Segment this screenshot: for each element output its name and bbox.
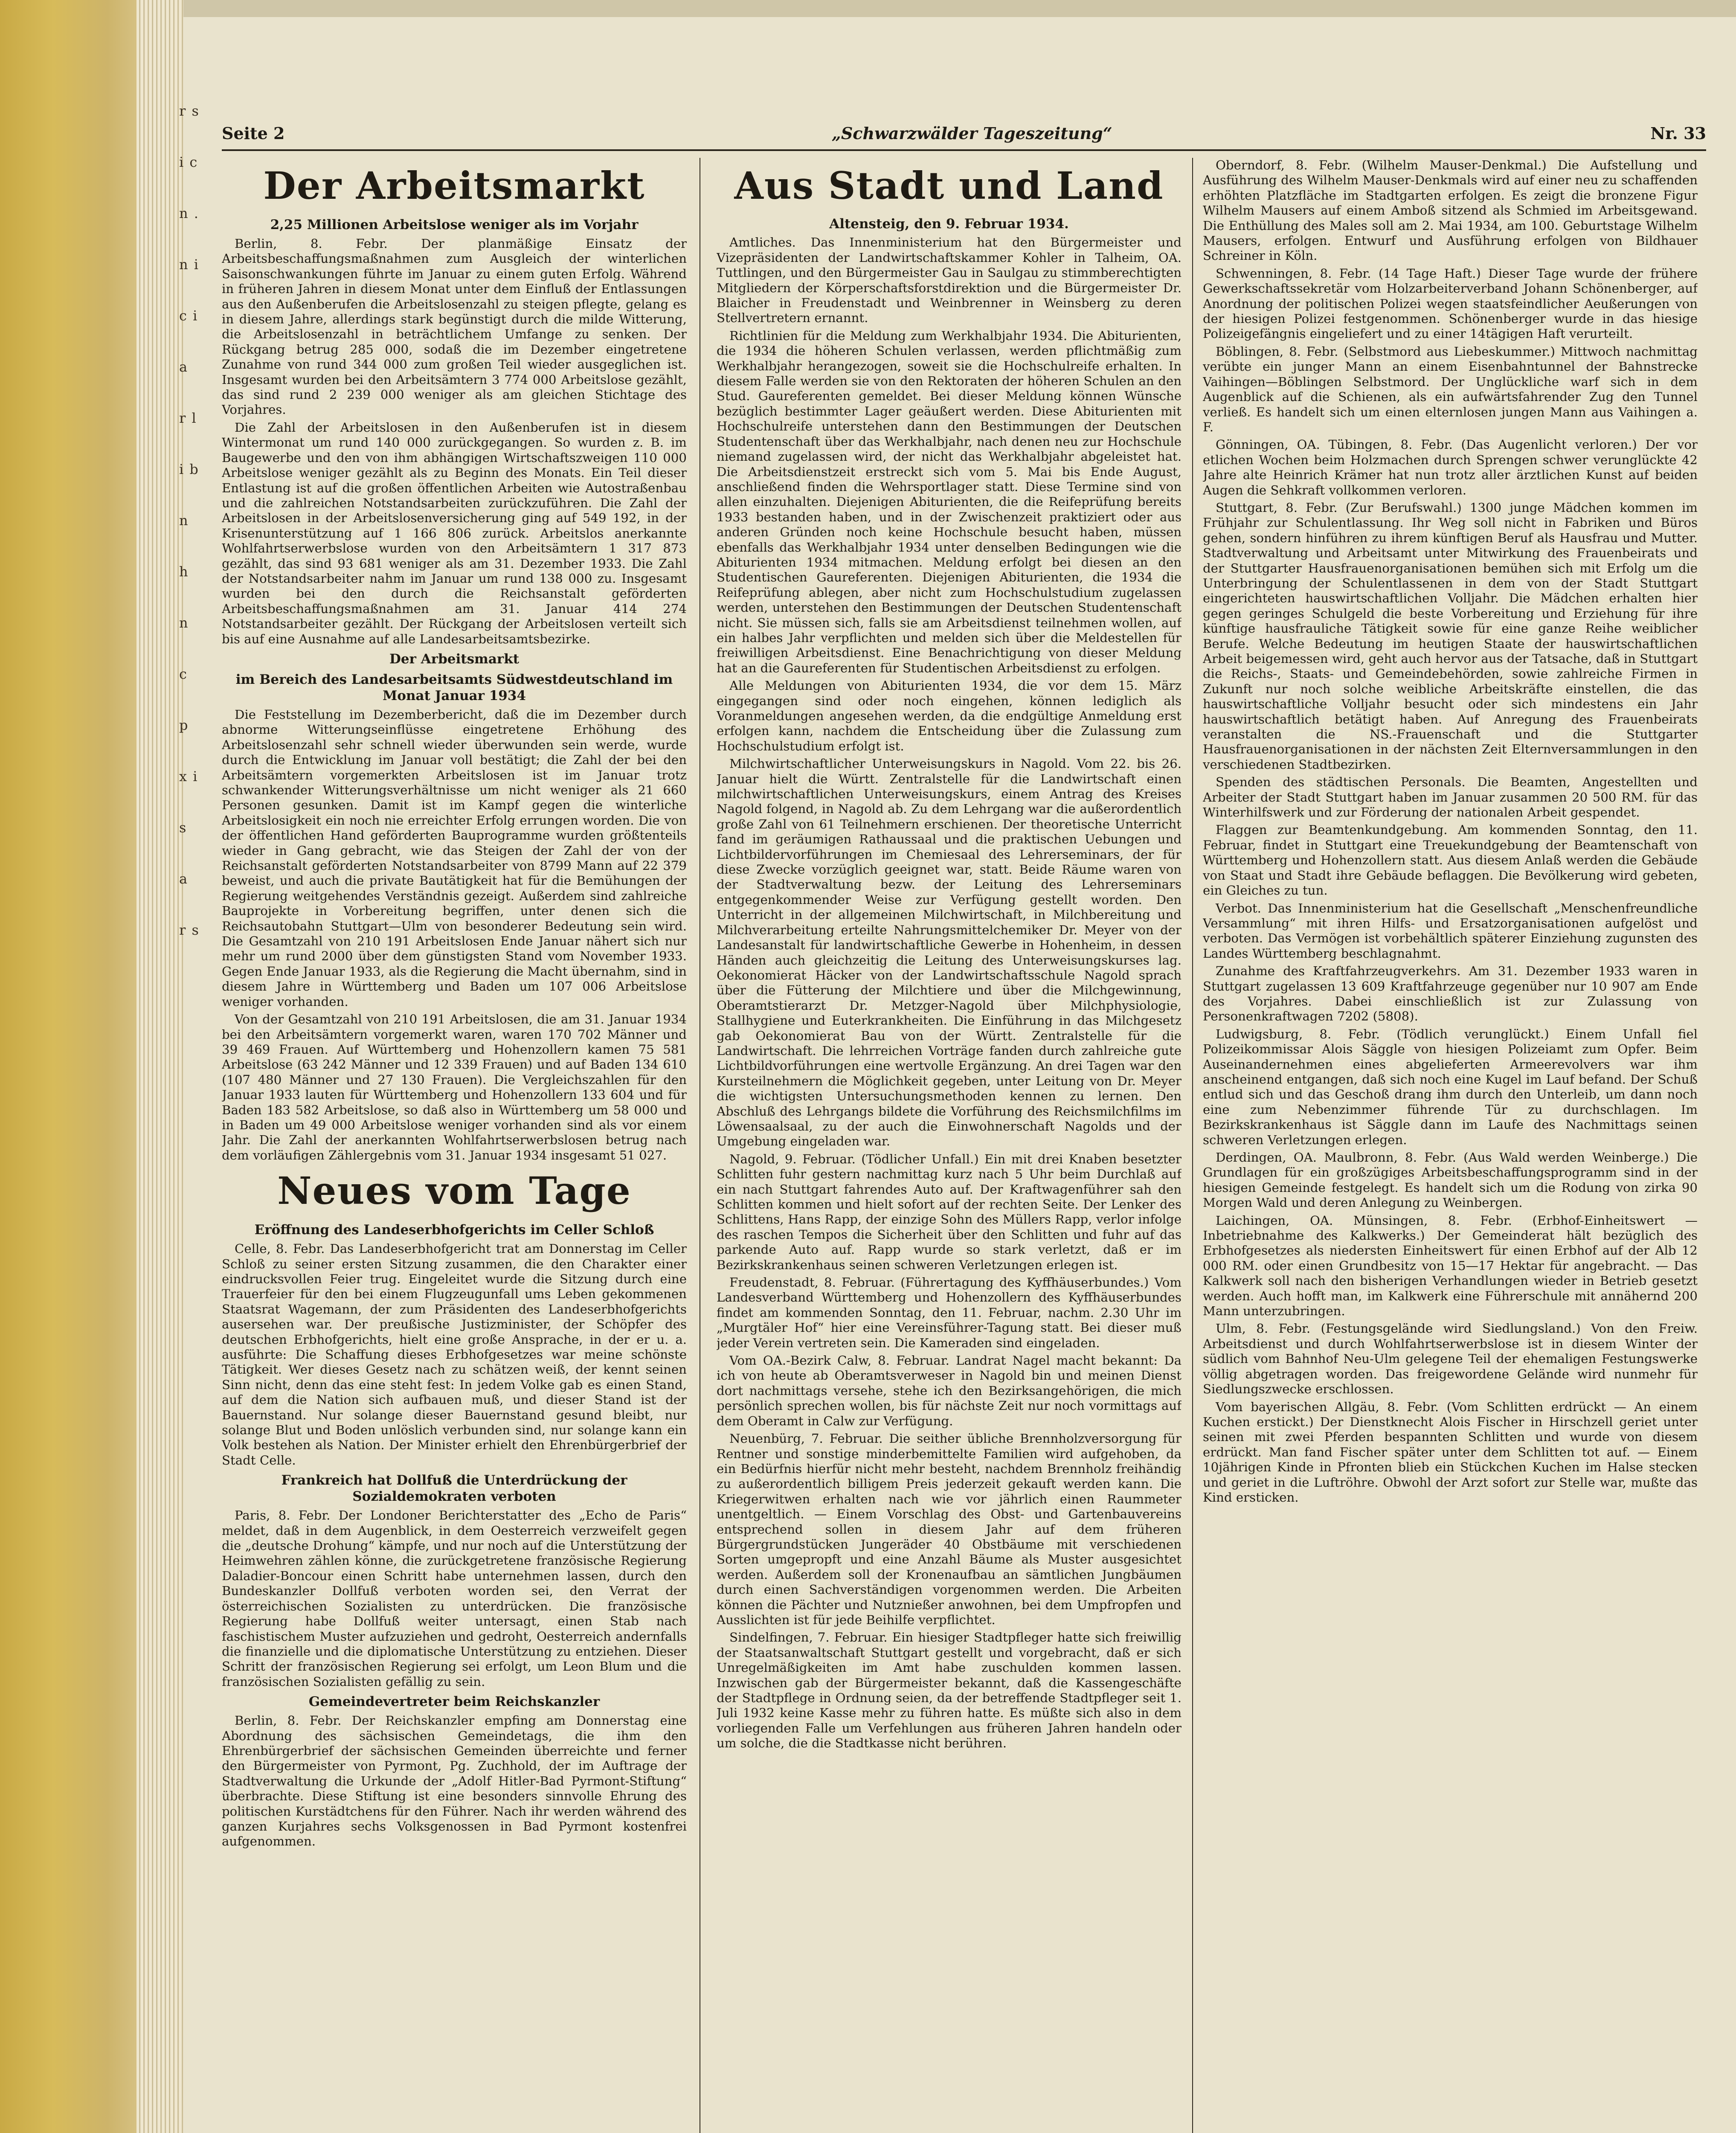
article-paragraph: Von der Gesamtzahl von 210 191 Arbeitslosen, die am 31. Januar 1934 bei den Arbeitsämtern vorgemerkt waren, waren 170 702 Männer und 39 469 Frauen. Auf Württemberg und Hohenzollern kamen 75 581 Arbeitslose (63 242 Männer und 12 339 Frauen) und auf Baden 134 610 (107 480 Männer und 27 130 Frauen). Die Vergleichszahlen für den Januar 1933 lauten für Württemberg und Hohenzollern 133 604 und für Baden 183 582 Arbeitslose, so daß also in Württemberg um 58 000 und in Baden um 49 000 Arbeitslose weniger vorhanden sind als vor einem Jahr. Die Zahl der anerkannten Wohlfahrtserwerbslosen betrug nach dem vorläufigen Zählergebnis vom 31. Januar 1934 insgesamt 51 027. xyxy=(222,1012,687,1162)
article-subhead: Der Arbeitsmarkt xyxy=(389,651,520,667)
article-paragraph: Milchwirtschaftlicher Unterweisungskurs in Nagold. Vom 22. bis 26. Januar hielt die Württ. Zentralstelle für die Landwirtschaft einen milchwirtschaftlichen Unterweisungskurs, einem Antrag des Kreises Nagold folgend, in Nagold ab. Zu dem Lehrgang war die außerordentlich große Zahl von 61 Teilnehmern erschienen. Der theoretische Unterricht fand im geräumigen Rathaussaal und die praktischen Uebungen und Lichtbildervorführungen im Chemiesaal des Lehrerseminars, der für diese Zwecke vorzüglich geeignet war, statt. Beide Räume waren von der Stadtverwaltung bezw. der Leitung des Lehrerseminars entgegenkommender Weise zur Verfügung gestellt worden. Den Unterricht in der allgemeinen Milchwirtschaft, in Milchbereitung und Milchverarbeitung erteilte Nahrungsmittelchemiker Dr. Meyer von der Landesanstalt für landwirtschaftliche Gewerbe in Hohenheim, in dessen Händen auch gleichzeitig die Leitung des Unterweisungskurses lag. Oekonomierat Häcker von der Landwirtschaftsschule Nagold sprach über die Fütterung der Milchtiere und über die Milchgewinnung, Oberamtstierarzt Dr. Metzger-Nagold über Milchphysiologie, Stallhygiene und Euterkrankheiten. Die Einführung in das Milchgesetz gab Oekonomierat Bau von der Württ. Zentralstelle für die Landwirtschaft. Die lehrreichen Vorträge fanden durch zahlreiche gute Lichtbildvorführungen eine wertvolle Ergänzung. An drei Tagen war den Kursteilnehmern die Möglichkeit gegeben, unter Leitung von Dr. Meyer die wichtigsten Untersuchungsmethoden kennen zu lernen. Den Abschluß des Lehrgangs bildete die Vorführung des Reichsmilchfilms im Löwensaalsaal, zu der auch die Einwohnerschaft Nagolds und der Umgebung eingeladen war. xyxy=(717,756,1182,1149)
article-paragraph: Gönningen, OA. Tübingen, 8. Febr. (Das Augenlicht verloren.) Der vor etlichen Wochen beim Holzmachen durch Sprengen schwer verunglückte 42 Jahre alte Heinrich Krämer hat nun trotz aller ärztlichen Kunst auf beiden Augen die Sehkraft vollkommen verloren. xyxy=(1203,437,1698,497)
article-paragraph: Laichingen, OA. Münsingen, 8. Febr. (Erbhof-Einheitswert — Inbetriebnahme des Kalkwerks.) Der Gemeinderat hält bezüglich des Erbhofgesetzes als niedersten Einheitswert für einen Erbhof auf der Alb 12 000 RM. oder einen Grundbesitz von 15—17 Hektar für angebracht. — Das Kalkwerk soll nach den bisherigen Verhandlungen wieder in Betrieb gesetzt werden. Auch hofft man, im Kalkwerk eine Führerschule mit annähernd 200 Mann unterzubringen. xyxy=(1203,1213,1698,1319)
article-subhead: Frankreich hat Dollfuß die Unterdrückung der Sozialdemokraten verboten xyxy=(281,1473,627,1505)
column-divider xyxy=(1192,158,1193,2133)
article-paragraph: Ulm, 8. Febr. (Festungsgelände wird Siedlungsland.) Von den Freiw. Arbeitsdienst und durch Wohlfahrtserwerbslose ist in diesem Winter der südlich vom Bahnhof Neu-Ulm gelegene Teil der ehemaligen Festungswerke völlig abgetragen worden. Das freigewordene Gelände wird nunmehr für Siedlungszwecke erschlossen. xyxy=(1203,1321,1698,1397)
article-paragraph: Vom bayerischen Allgäu, 8. Febr. (Vom Schlitten erdrückt — An einem Kuchen erstickt.) Der Dienstknecht Alois Fischer in Hirschzell geriet unter seinen mit zwei Pferden bespannten Schlitten und wurde von diesem erdrückt. Man fand Fischer später unter dem Schlitten tot auf. — Einem 10jährigen Kinde in Pfronten blieb ein Stückchen Kuchen im Halse stecken und geriet in die Luftröhre. Obwohl der Arzt sofort zur Stelle war, mußte das Kind ersticken. xyxy=(1203,1399,1698,1505)
article-paragraph: Paris, 8. Febr. Der Londoner Berichterstatter des „Echo de Paris“ meldet, daß in dem Augenblick, in dem Oesterreich verzweifelt gegen die „deutsche Drohung“ kämpfe, und nur noch auf die Unterstützung der Heimwehren zählen könne, die zurückgetretene französische Regierung Daladier-Boncour einen Schritt habe unternehmen lassen, durch den Bundeskanzler Dollfuß verboten worden sei, den Verrat der österreichischen Sozialisten zu unterdrücken. Die französische Regierung habe Dollfuß weiter untersagt, einen Stab nach faschistischem Muster aufzuziehen und gedroht, Oesterreich andernfalls die finanzielle und die diplomatische Unterstützung zu entziehen. Dieser Schritt der französischen Regierung sei erfolgt, um Leon Blum und die französischen Sozialisten gefällig zu sein. xyxy=(222,1508,687,1689)
article-paragraph: Vom OA.-Bezirk Calw, 8. Februar. Landrat Nagel macht bekannt: Da ich von heute ab Oberamtsverweser in Nagold bin und meinen Dienst dort nachmittags versehe, stehe ich den Bezirksangehörigen, die mich persönlich sprechen wollen, bis für nächste Zeit nur noch vormittags auf dem Oberamt in Calw zur Verfügung. xyxy=(717,1353,1182,1428)
issue-number: Nr. 33 xyxy=(1650,124,1706,143)
margin-marks: r s i c n . n i c i a r l i b n h n c p x i s a r s xyxy=(179,103,200,938)
article-paragraph: Verbot. Das Innenministerium hat die Gesellschaft „Menschenfreundliche Versammlung“ mit ihren Hilfs- und Ersatzorganisationen aufgelöst und verboten. Das Vermögen ist vorbehältlich späterer Einziehung zugunsten des Landes Württemberg beschlagnahmt. xyxy=(1203,901,1698,961)
article-paragraph: Böblingen, 8. Febr. (Selbstmord aus Liebeskummer.) Mittwoch nachmittag verübte ein junger Mann an einem Eisenbahntunnel der Bahnstrecke Vaihingen—Böblingen Selbstmord. Der Unglückliche warf sich in dem Augenblick auf die Schienen, als ein aufwärtsfahrender Zug den Tunnel verließ. Es handelt sich um einen elternlosen jungen Mann aus Vaihingen a. F. xyxy=(1203,344,1698,434)
article-paragraph: Alle Meldungen von Abiturienten 1934, die vor dem 15. März eingegangen sind oder noch eingehen, können lediglich als Voranmeldungen angesehen werden, da die endgültige Anmeldung erst erfolgen kann, nachdem die Entscheidung über die Zulassung zum Hochschulstudium erfolgt ist. xyxy=(717,678,1182,753)
article-subhead: Eröffnung des Landeserbhofgerichts im Celler Schloß xyxy=(254,1222,654,1238)
article-paragraph: Die Feststellung im Dezemberbericht, daß die im Dezember durch abnorme Witterungseinflüsse eingetretene Erhöhung des Arbeitslosenzahl sehr schnell wieder überwunden sein werde, wurde durch die Entwicklung im Januar voll bestätigt; die Zahl der bei den Arbeitsämtern vorgemerkten Arbeitslosen ist im Januar trotz schwankender Witterungsverhältnisse um nicht weniger als 21 660 Personen gesunken. Damit ist im Kampf gegen die winterliche Arbeitslosigkeit ein noch nie erreichter Erfolg errungen worden. Die von der öffentlichen Hand geförderten Bauprogramme wurden größtenteils wieder in Gang gebracht, wie das Steigen der Zahl der von der Reichsanstalt geförderten Notstandsarbeiter von 8799 Mann auf 22 379 beweist, und auch die private Bautätigkeit hat für die Bemühungen der Regierung weitgehendes Verständnis gezeigt. Außerdem sind zahlreiche Bauprojekte in Vorbereitung begriffen, unter denen sich die Reichsautobahn Stuttgart—Ulm von besonderer Bedeutung sein wird. Die Gesamtzahl von 210 191 Arbeitslosen Ende Januar nähert sich nur mehr um rund 2000 über dem günstigsten Stand vom November 1933. Gegen Ende Januar 1933, als die Regierung die Macht übernahm, sind in diesem Jahre in Württemberg und Baden um 107 006 Arbeitslose weniger vorhanden. xyxy=(222,707,687,1009)
newspaper-title: „Schwarzwälder Tageszeitung“ xyxy=(832,124,1112,143)
article-paragraph: Oberndorf, 8. Febr. (Wilhelm Mauser-Denkmal.) Die Aufstellung und Ausführung des Wilhelm Mauser-Denkmals wird auf einer neu zu schaffenden erhöhten Platzfläche im Stadtgarten erfolgen. Es zeigt die bronzene Figur Wilhelm Mausers auf einem Amboß sitzend als Schmied im Arbeitsgewand. Die Enthüllung des Males soll am 2. Mai 1934, am 100. Geburtstage Wilhelm Mausers, erfolgen. Entwurf und Ausführung erfolgen von Bildhauer Schreiner in Köln. xyxy=(1203,158,1698,263)
article-paragraph: Flaggen zur Beamtenkundgebung. Am kommenden Sonntag, den 11. Februar, findet in Stuttgart eine Treuekundgebung der Beamtenschaft von Württemberg und Hohenzollern statt. Aus diesem Anlaß werden die Gebäude von Staat und Stadt ihre Gebäude beflaggen. Die Bevölkerung wird gebeten, ein Gleiches zu tun. xyxy=(1203,822,1698,898)
section-title-neues-vom-tage: Neues vom Tage xyxy=(277,1168,631,1213)
article-paragraph: Zunahme des Kraftfahrzeugverkehrs. Am 31. Dezember 1933 waren in Stuttgart zugelassen 13 609 Kraftfahrzeuge gegenüber nur 10 907 am Ende des Vorjahres. Dabei einschließlich ist zur Zulassung von Personenkraftwagen 7202 (5808). xyxy=(1203,964,1698,1024)
article-paragraph: Stuttgart, 8. Febr. (Zur Berufswahl.) 1300 junge Mädchen kommen im Frühjahr zur Schulentlassung. Ihr Weg soll nicht in Fabriken und Büros gehen, sondern hinführen zu ihrem künftigen Beruf als Hausfrau und Mutter. Stadtverwaltung und Arbeitsamt unter Mitwirkung des Frauenbeirats und der Stuttgarter Hausfrauenorganisationen bemühen sich mit Erfolg um die Unterbringung der Schulentlassenen in dem von der Stadt Stuttgart eingerichteten hauswirtschaftlichen Volljahr. Die Mädchen erhalten hier gegen geringes Schulgeld die beste Vorbereitung und Erziehung für ihre künftige hausfrauliche Tätigkeit sowie für eine ganze Reihe weiblicher Berufe. Welche Bedeutung im heutigen Staate der hauswirtschaftlichen Arbeit beigemessen wird, geht auch hervor aus der Tatsache, daß in Stuttgart die Reichs-, Staats- und Gemeindebehörden, sowie zahlreiche Firmen in Zukunft nur noch solche weibliche Arbeitskräfte einstellen, die das hauswirtschaftliche Volljahr besucht oder sich mindestens ein Jahr hauswirtschaftlich betätigt haben. Auf Anregung des Frauenbeirats veranstalten die NS.-Frauenschaft und die Stuttgarter Hausfrauenorganisationen in der nächsten Zeit Elternversammlungen in den verschiedenen Stadtbezirken. xyxy=(1203,500,1698,772)
article-paragraph: Sindelfingen, 7. Februar. Ein hiesiger Stadtpfleger hatte sich freiwillig der Staatsanwaltschaft Stuttgart gestellt und vorgebracht, daß er sich Unregelmäßigkeiten im Amt habe zuschulden kommen lassen. Inzwischen gab der Bürgermeister bekannt, daß die Kassengeschäfte der Stadtpflege in Ordnung seien, da der betreffende Stadtpfleger seit 1. Juli 1932 keine Kasse mehr zu führen hatte. Es müßte sich also in dem vorliegenden Falle um Verfehlungen aus früheren Jahren handeln oder um solche, die die Stadtkasse nicht berühren. xyxy=(717,1630,1182,1751)
article-paragraph: Spenden des städtischen Personals. Die Beamten, Angestellten und Arbeiter der Stadt Stuttgart haben im Januar zusammen 20 500 RM. für das Winterhilfswerk und zur Förderung der nationalen Arbeit gespendet. xyxy=(1203,775,1698,820)
article-paragraph: Nagold, 9. Februar. (Tödlicher Unfall.) Ein mit drei Knaben besetzter Schlitten fuhr gestern nachmittag kurz nach 5 Uhr beim Durchlaß auf ein nach Stuttgart fahrendes Auto auf. Der Kraftwagenführer sah den Schlitten kommen und hielt sofort auf der rechten Seite. Der Lenker des Schlittens, Hans Rapp, der einzige Sohn des Müllers Rapp, verlor infolge des raschen Tempos die Sicherheit über den Schlitten und fuhr auf das parkende Auto auf. Rapp wurde so stark verletzt, daß er im Bezirkskrankenhaus seinen schweren Verletzungen erlegen ist. xyxy=(717,1151,1182,1272)
article-subhead: 2,25 Millionen Arbeitslose weniger als im Vorjahr xyxy=(270,217,639,232)
dateline: Altensteig, den 9. Februar 1934. xyxy=(829,216,1069,232)
header-rule xyxy=(222,149,1706,151)
article-paragraph: Die Zahl der Arbeitslosen in den Außenberufen ist in diesem Wintermonat um rund 140 000 zurückgegangen. So wurden z. B. im Baugewerbe und den von ihm abhängigen Wirtschaftszweigen 110 000 Arbeitslose weniger gezählt als zu Beginn des Monats. Ein Teil dieser Entlastung ist auf die großen öffentlichen Arbeiten wie Autostraßenbau und die zahlreichen Notstandsarbeiten zurückzuführen. Die Zahl der Arbeitslosen in der Arbeitslosenversicherung ging auf 549 192, in der Krisenunterstützung auf 1 166 806 zurück. Arbeitslos anerkannte Wohlfahrtserwerbslose wurden von den Arbeitsämtern 1 317 873 gezählt, das sind 93 681 weniger als am 31. Dezember 1933. Die Zahl der Notstandsarbeiter nahm im Januar um rund 138 000 zu. Insgesamt wurden bei den durch die Reichsanstalt geförderten Arbeitsbeschaffungsmaßnahmen am 31. Januar 414 274 Notstandsarbeiter gezählt. Der Rückgang der Arbeitslosen verteilt sich bis auf eine Ausnahme auf alle Landesarbeitsamtsbezirke. xyxy=(222,420,687,646)
article-paragraph: Berlin, 8. Febr. Der planmäßige Einsatz der Arbeitsbeschaffungsmaßnahmen zum Ausgleich der winterlichen Saisonschwankungen führte im Januar zu einem guten Erfolg. Während in früheren Jahren in diesem Monat unter dem Einfluß der Entlassungen aus den Außenberufen die Arbeitslosenzahl zu steigen pflegte, gelang es in diesem Jahre, allerdings stark begünstigt durch die milde Witterung, die Arbeitslosenzahl in beträchtlichem Umfange zu senken. Der Rückgang betrug 285 000, sodaß die im Dezember eingetretene Zunahme von rund 344 000 zum großen Teil wieder ausgeglichen ist. Insgesamt wurden bei den Arbeitsämtern 3 774 000 Arbeitslose gezählt, das sind rund 2 239 000 weniger als am gleichen Stichtage des Vorjahres. xyxy=(222,236,687,417)
column-1 xyxy=(222,158,687,2133)
article-subhead: im Bereich des Landesarbeitsamts Südwestdeutschland im Monat Januar 1934 xyxy=(235,671,673,703)
page-header xyxy=(222,124,1706,149)
section-title-arbeitsmarkt: Der Arbeitsmarkt xyxy=(263,163,645,208)
section-title-aus-stadt-und-land: Aus Stadt und Land xyxy=(734,163,1164,208)
page-edges xyxy=(136,0,183,2133)
article-paragraph: Freudenstadt, 8. Februar. (Führertagung des Kyffhäuserbundes.) Vom Landesverband Württemberg und Hohenzollern des Kyffhäuserbundes findet am kommenden Sonntag, den 11. Februar, nachm. 2.30 Uhr im „Murgtäler Hof“ hier eine Vereinsführer-Tagung statt. Bei dieser muß jeder Verein vertreten sein. Die Kameraden sind eingeladen. xyxy=(717,1275,1182,1350)
article-paragraph: Ludwigsburg, 8. Febr. (Tödlich verunglückt.) Einem Unfall fiel Polizeikommissar Alois Säggle von hiesigen Polizeiamt zum Opfer. Beim Auseinandernehmen eines abgelieferten Armeerevolvers war ihm anscheinend entgangen, daß sich noch eine Kugel im Lauf befand. Der Schuß entlud sich und das Geschoß drang ihm durch den Unterleib, um dann noch eine zum Nebenzimmer führende Tür zu durchschlagen. Im Bezirkskrankenhaus ist Säggle dann im Laufe des Nachmittags seinen schweren Verletzungen erlegen. xyxy=(1203,1026,1698,1147)
article-paragraph: Amtliches. Das Innenministerium hat den Bürgermeister und Vizepräsidenten der Landwirtschaftskammer Kohler in Talheim, OA. Tuttlingen, und den Bürgermeister Gau in Saulgau zu stimmberechtigten Mitgliedern der Körperschaftsforstdirektion und die Bürgermeister Dr. Blaicher in Freudenstadt und Weinbrenner in Weinsberg zu deren Stellvertretern ernannt. xyxy=(717,235,1182,325)
article-paragraph: Berlin, 8. Febr. Der Reichskanzler empfing am Donnerstag eine Abordnung des sächsischen Gemeindetags, die ihm den Ehrenbürgerbrief der sächsischen Gemeinden überreichte und ferner den Bürgermeister von Pyrmont, Pg. Zuchhold, der im Auftrage der Stadtverwaltung die Urkunde der „Adolf Hitler-Bad Pyrmont-Stiftung“ überbrachte. Diese Stiftung ist eine besonders sinnvolle Ehrung des politischen Kurstädtchens für den Führer. Nach ihr werden während des ganzen Kurjahres sechs Volksgenossen in Bad Pyrmont kostenfrei aufgenommen. xyxy=(222,1713,687,1849)
article-paragraph: Celle, 8. Febr. Das Landeserbhofgericht trat am Donnerstag im Celler Schloß zu seiner ersten Sitzung zusammen, die den Charakter einer eindrucksvollen Feier trug. Eingeleitet wurde die Sitzung durch eine Trauerfeier für den bei einem Flugzeugunfall ums Leben gekommenen Staatsrat Wagemann, der zum Präsidenten des Landeserbhofgerichts ausersehen war. Der preußische Justizminister, der Schöpfer des deutschen Erbhofgerichts, hielt eine große Ansprache, in der er u. a. ausführte: Die Schaffung dieses Erbhofgesetzes war meine schönste Tätigkeit. Wer dieses Gesetz nach zu schätzen weiß, der kennt seinen Sinn nicht, denn das eine steht fest: In jedem Volke gab es einen Stand, auf dem die Nation sich aufbauen muß, und dieser Stand ist der Bauernstand. Nur solange dieser Bauernstand gesund bleibt, nur solange Blut und Boden unlöslich verbunden sind, nur solange kann ein Volk bestehen als Nation. Der Minister erhielt den Ehrenbürgerbrief der Stadt Celle. xyxy=(222,1241,687,1468)
article-subhead: Gemeindevertreter beim Reichskanzler xyxy=(308,1694,600,1710)
article-paragraph: Derdingen, OA. Maulbronn, 8. Febr. (Aus Wald werden Weinberge.) Die Grundlagen für ein großzügiges Arbeitsbeschaffungsprogramm sind in der hiesigen Gemeinde festgelegt. Es handelt sich um die Rodung von zirka 90 Morgen Wald und deren Anlegung zu Weinbergen. xyxy=(1203,1150,1698,1210)
article-paragraph: Neuenbürg, 7. Februar. Die seither übliche Brennholzversorgung für Rentner und sonstige minderbemittelte Familien wird aufgehoben, da ein Bedürfnis hierfür nicht mehr besteht, nachdem Brennholz freihändig zu außerordentlich billigem Preis jederzeit gekauft werden kann. Die Kriegerwitwen erhalten nach wie vor jährlich einen Raummeter unentgeltlich. — Einem Vorschlag des Obst- und Gartenbauvereins entsprechend sollen in diesem Jahr auf dem früheren Bürgergrundstücken Jungeräder 40 Obstbäume mit verschiedenen Sorten umgepropft und eine Anzahl Bäume als Muster ausgesichtet werden. Außerdem soll der Kronenaufbau an sämtlichen Jungbäumen durch einen Sachverständigen vorgenommen werden. Die Arbeiten können die Pächter und Nutznießer anwohnen, bei dem Umpfropfen und Ausslichten ist für jede Beihilfe verpflichtet. xyxy=(717,1431,1182,1627)
page-number: Seite 2 xyxy=(222,124,285,143)
article-paragraph: Richtlinien für die Meldung zum Werkhalbjahr 1934. Die Abiturienten, die 1934 die höheren Schulen verlassen, werden pflichtmäßig zum Werkhalbjahr herangezogen, soweit sie die Hochschulreife erhalten. In diesem Falle werden sie von den Rektoraten der höheren Schulen an den Stud. Gaureferenten gemeldet. Bei dieser Meldung können Wünsche bezüglich bestimmter Lager geäußert werden. Diese Abiturienten mit Hochschulreife unterstehen dann den Bestimmungen der Deutschen Studentenschaft über das Werkhalbjahr, nach denen neu zur Hochschule niemand zugelassen wird, der nicht das Werkhalbjahr abgeleistet hat. Die Arbeitsdienstzeit erstreckt sich vom 5. Mai bis Ende August, anschließend finden die Wehrsportlager statt. Diese Termine sind von allen einzuhalten. Diejenigen Abiturienten, die die Reifeprüfung bereits 1933 bestanden haben, und in der Zwischenzeit praktiziert oder aus anderen Gründen noch keine Hochschule besucht haben, müssen ebenfalls das Werkhalbjahr 1934 unter denselben Bedingungen wie die Abiturienten 1934 mitmachen. Meldung erfolgt bei diesen an den Studentischen Gaureferenten. Diejenigen Abiturienten, die 1934 die Reifeprüfung ablegen, aber nicht zum Hochschulstudium zugelassen werden, unterstehen den Bestimmungen der Deutschen Studentenschaft nicht. Sie müssen sich, falls sie am Arbeitsdienst teilnehmen wollen, auf ein halbes Jahr verpflichten und melden sich über die Meldestellen für freiwilligen Arbeitsdienst. Eine Benachrichtigung von dieser Meldung hat an die Gaureferenten für Studentischen Arbeitsdienst zu erfolgen. xyxy=(717,328,1182,675)
column-2 xyxy=(717,158,1182,2133)
column-3 xyxy=(1203,158,1698,2133)
article-paragraph: Schwenningen, 8. Febr. (14 Tage Haft.) Dieser Tage wurde der frühere Gewerkschaftssekretär vom Holzarbeiterverband Johann Schönenberger, auf Anordnung der politischen Polizei wegen staatsfeindlicher Aeußerungen von der hiesigen Polizei festgenommen. Schönenberger wurde in das hiesige Polizeigefängnis eingeliefert und zu einer 14tägigen Haft verurteilt. xyxy=(1203,266,1698,341)
